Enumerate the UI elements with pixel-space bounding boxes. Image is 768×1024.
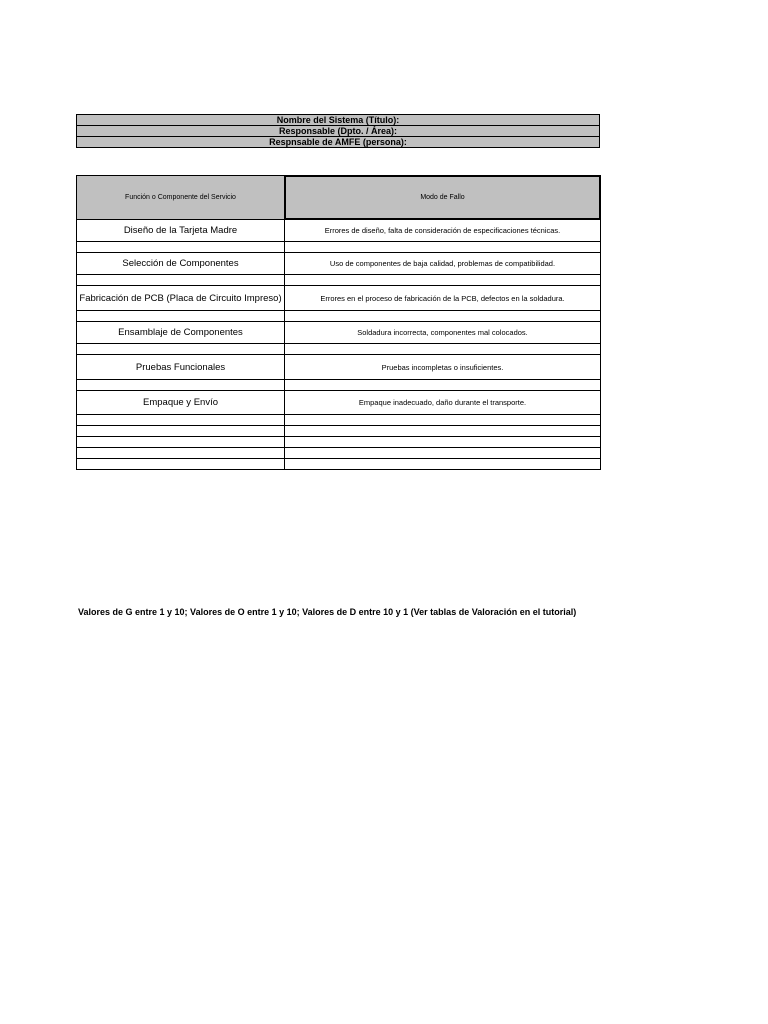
- empty-cell[interactable]: [285, 437, 601, 448]
- table-row: [77, 322, 601, 344]
- system-name-label: Nombre del Sistema (Título):: [77, 115, 600, 126]
- empty-row: [77, 437, 601, 448]
- funcion-cell[interactable]: Diseño de la Tarjeta Madre: [77, 220, 285, 242]
- empty-cell[interactable]: [77, 415, 285, 426]
- empty-row: [77, 459, 601, 470]
- empty-cell[interactable]: [77, 459, 285, 470]
- empty-cell[interactable]: [285, 380, 601, 391]
- empty-cell[interactable]: [285, 426, 601, 437]
- table-row: [77, 355, 601, 380]
- modo-cell[interactable]: Errores de diseño, falta de consideración de especificaciones técnicas.: [285, 220, 601, 242]
- empty-cell[interactable]: [77, 242, 285, 253]
- empty-cell[interactable]: [77, 448, 285, 459]
- empty-cell[interactable]: [285, 448, 601, 459]
- table-row: [77, 391, 601, 415]
- modo-cell[interactable]: Errores en el proceso de fabricación de la PCB, defectos en la soldadura.: [285, 286, 601, 311]
- empty-row: [77, 344, 601, 355]
- empty-cell[interactable]: [285, 275, 601, 286]
- empty-cell[interactable]: [285, 311, 601, 322]
- funcion-cell[interactable]: Fabricación de PCB (Placa de Circuito Impreso): [77, 286, 285, 311]
- funcion-cell[interactable]: Selección de Componentes: [77, 253, 285, 275]
- empty-row: [77, 275, 601, 286]
- empty-cell[interactable]: [285, 415, 601, 426]
- table-header-row: [77, 176, 601, 220]
- modo-cell[interactable]: Pruebas incompletas o insuficientes.: [285, 355, 601, 380]
- amfe-responsible-label: Respnsable de AMFE (persona):: [77, 137, 600, 148]
- empty-cell[interactable]: [77, 426, 285, 437]
- empty-cell[interactable]: [285, 242, 601, 253]
- empty-row: [77, 448, 601, 459]
- table-row: [77, 253, 601, 275]
- empty-cell[interactable]: [285, 459, 601, 470]
- empty-cell[interactable]: [77, 275, 285, 286]
- empty-row: [77, 380, 601, 391]
- column-header-funcion: Función o Componente del Servicio: [77, 176, 285, 220]
- funcion-cell[interactable]: Empaque y Envío: [77, 391, 285, 415]
- empty-row: [77, 242, 601, 253]
- modo-cell[interactable]: Empaque inadecuado, daño durante el transporte.: [285, 391, 601, 415]
- amfe-table: [76, 175, 601, 470]
- modo-cell[interactable]: Uso de componentes de baja calidad, problemas de compatibilidad.: [285, 253, 601, 275]
- system-info-table: [76, 114, 600, 148]
- empty-row: [77, 415, 601, 426]
- empty-row: [77, 426, 601, 437]
- rating-footnote: Valores de G entre 1 y 10; Valores de O entre 1 y 10; Valores de D entre 10 y 1 (Ver tablas de Valoración en el tutorial): [78, 607, 577, 617]
- empty-cell[interactable]: [77, 380, 285, 391]
- table-row: [77, 286, 601, 311]
- empty-cell[interactable]: [77, 344, 285, 355]
- table-row: [77, 220, 601, 242]
- funcion-cell[interactable]: Pruebas Funcionales: [77, 355, 285, 380]
- column-header-modo: Modo de Fallo: [285, 176, 601, 220]
- empty-cell[interactable]: [77, 311, 285, 322]
- funcion-cell[interactable]: Ensamblaje de Componentes: [77, 322, 285, 344]
- empty-row: [77, 311, 601, 322]
- empty-cell[interactable]: [285, 344, 601, 355]
- modo-cell[interactable]: Soldadura incorrecta, componentes mal colocados.: [285, 322, 601, 344]
- empty-cell[interactable]: [77, 437, 285, 448]
- responsible-area-label: Responsable (Dpto. / Área):: [77, 126, 600, 137]
